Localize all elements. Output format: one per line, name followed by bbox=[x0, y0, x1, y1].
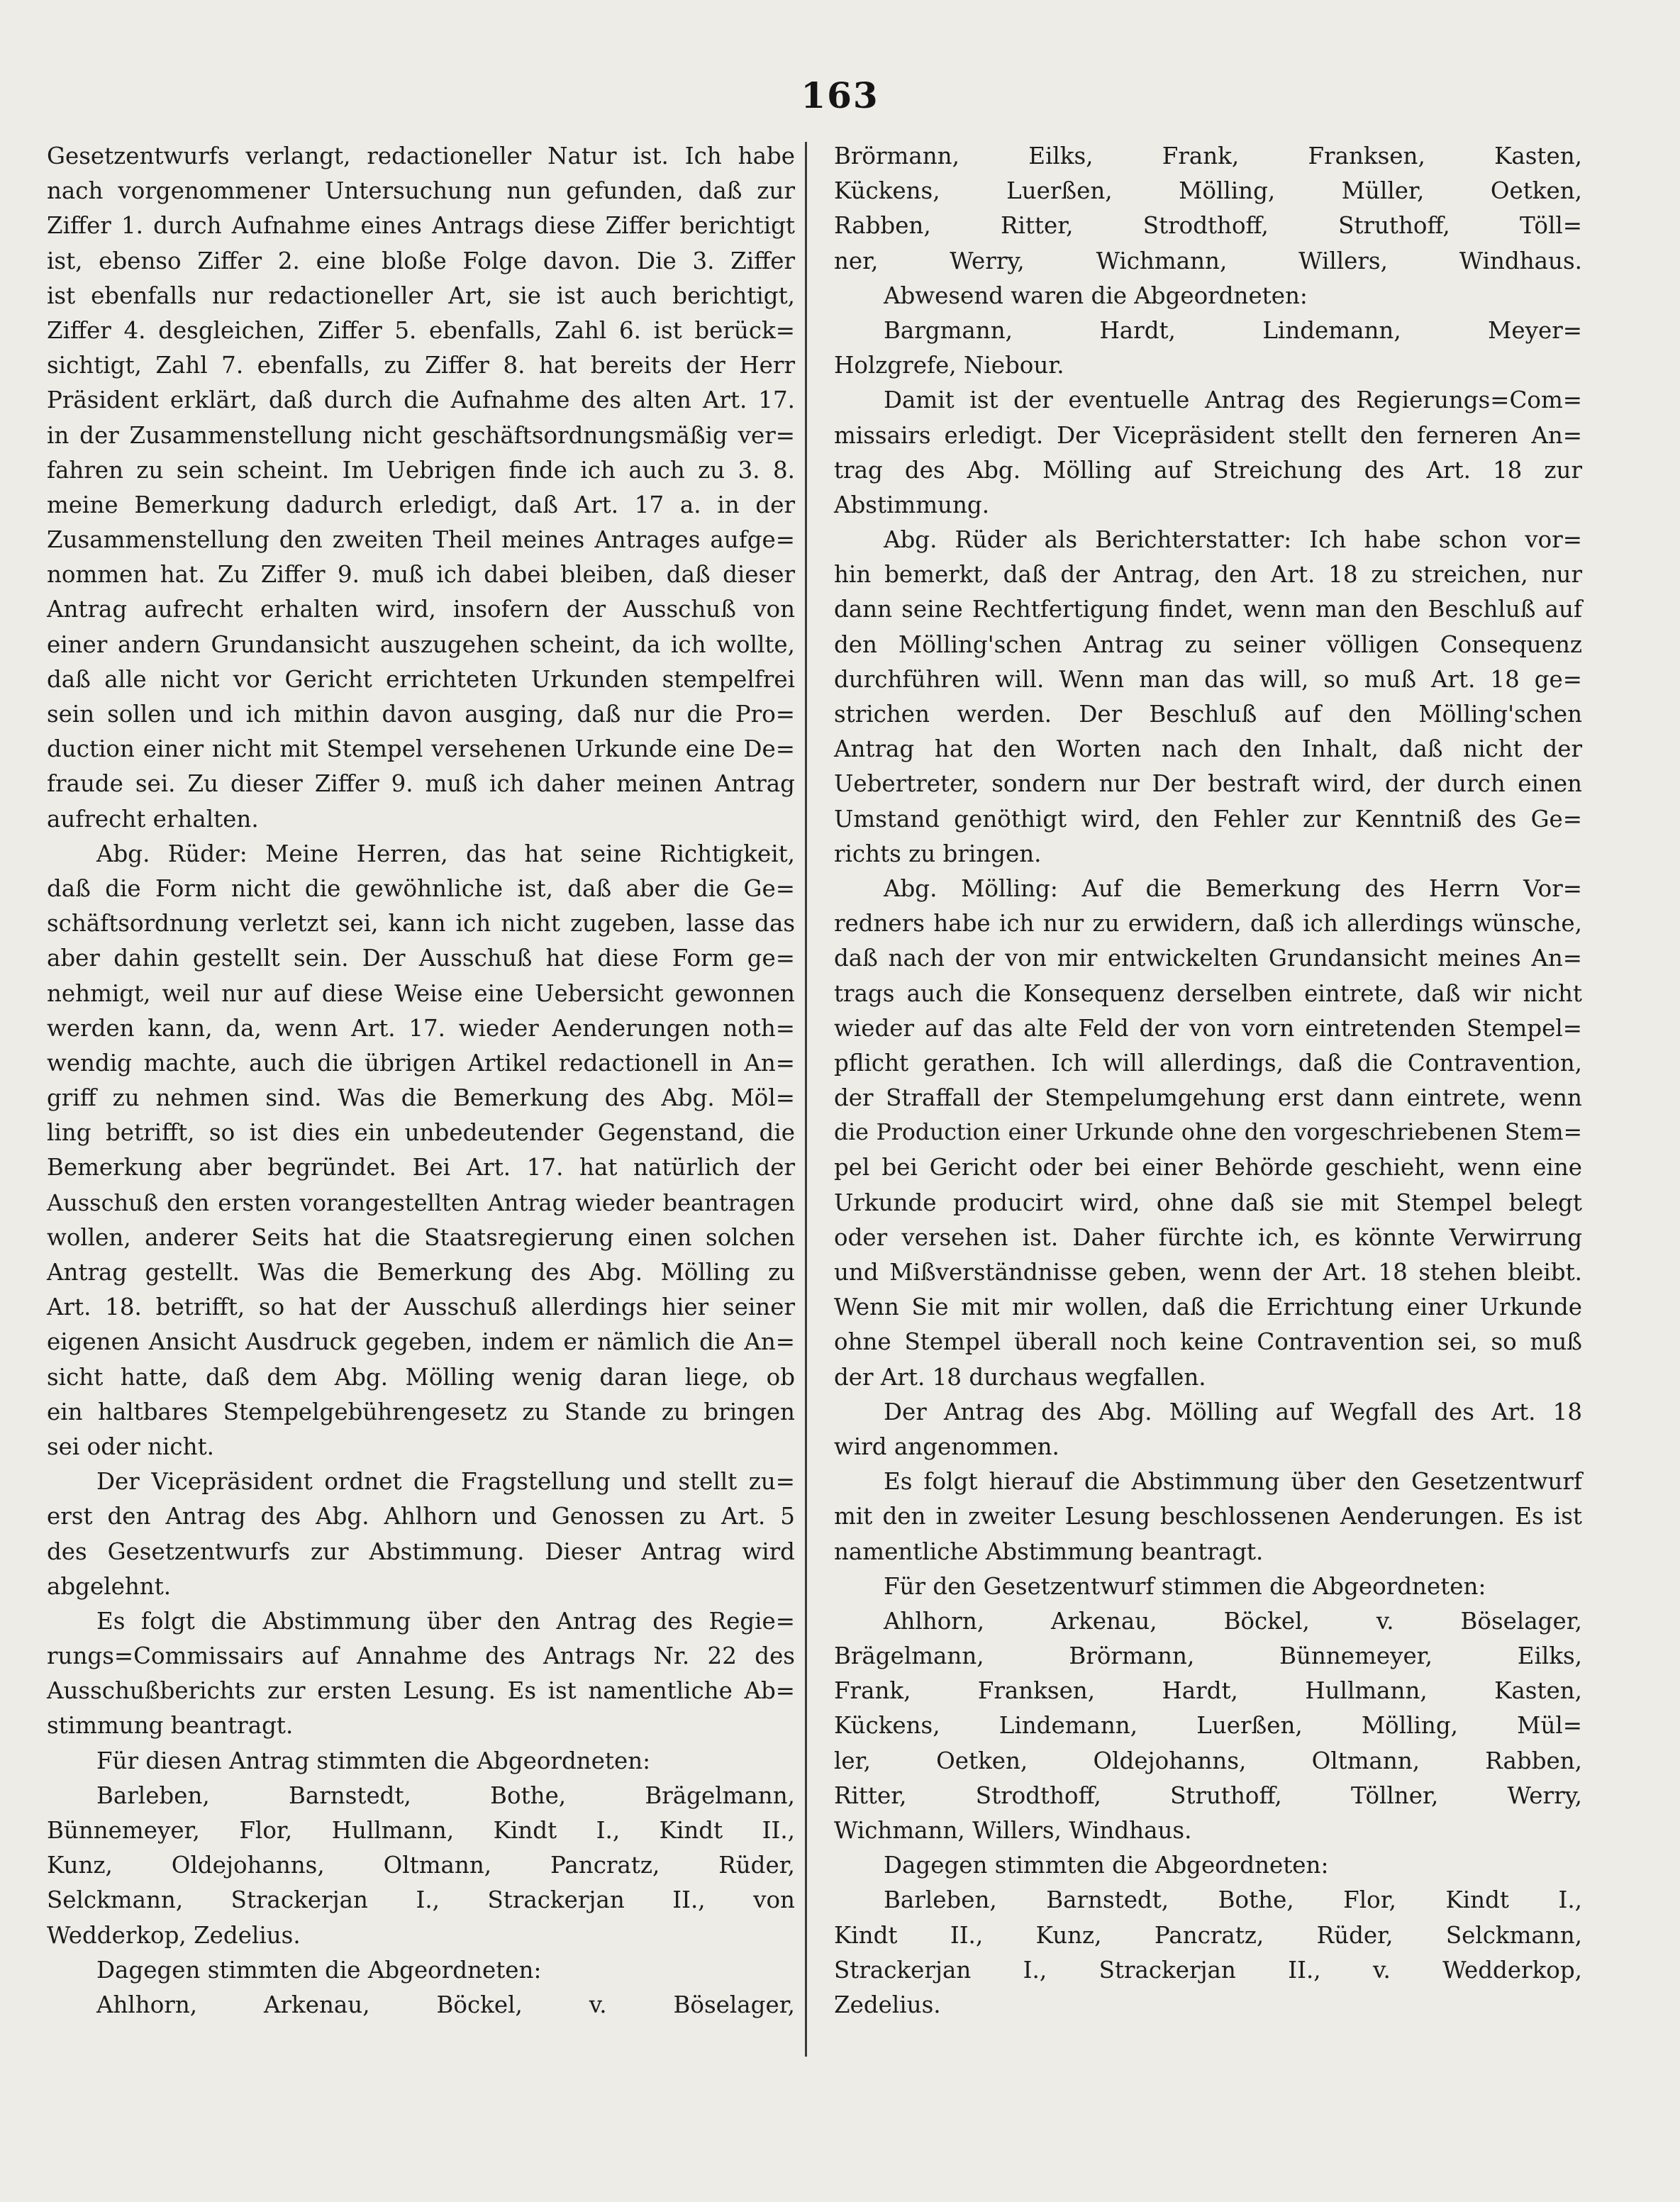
text-line: Präsident erklärt, daß durch die Aufnahme des alten Art. 17. bbox=[47, 387, 795, 414]
text-line: Gesetzentwurfs verlangt, redactioneller Natur ist. Ich habe bbox=[47, 143, 795, 169]
text-line: ohne Stempel überall noch keine Contravention sei, so muß bbox=[834, 1328, 1582, 1356]
text-line: Holzgrefe, Niebour. bbox=[834, 352, 1064, 379]
text-line: mit den in zweiter Lesung beschlossenen Aenderungen. Es ist bbox=[834, 1503, 1582, 1530]
text-line: trag des Abg. Mölling auf Streichung des Art. 18 zur bbox=[834, 456, 1582, 484]
text-line: Wichmann, Willers, Windhaus. bbox=[834, 1817, 1192, 1844]
text-line: wieder auf das alte Feld der von vorn eintretenden Stempel= bbox=[834, 1014, 1582, 1042]
text-line: Bünnemeyer, Flor, Hullmann, Kindt I., Kindt II., bbox=[47, 1817, 795, 1844]
text-line: Für diesen Antrag stimmten die Abgeordneten: bbox=[96, 1747, 651, 1774]
text-line: die Production einer Urkunde ohne den vorgeschriebenen Stem= bbox=[834, 1120, 1582, 1146]
text-line: nehmigt, weil nur auf diese Weise eine Uebersicht gewonnen bbox=[47, 979, 795, 1007]
text-line: ist, ebenso Ziffer 2. eine bloße Folge davon. Die 3. Ziffer bbox=[47, 247, 795, 274]
page-number: 163 bbox=[801, 74, 879, 116]
text-line: Abwesend waren die Abgeordneten: bbox=[884, 282, 1308, 309]
text-line: Antrag hat den Worten nach den Inhalt, daß nicht der bbox=[834, 735, 1582, 763]
text-line: Es folgt die Abstimmung über den Antrag des Regie= bbox=[96, 1607, 795, 1635]
text-line: Zedelius. bbox=[834, 1991, 941, 2018]
text-line: ist ebenfalls nur redactioneller Art, sie ist auch berichtigt, bbox=[47, 282, 795, 309]
text-line: werden kann, da, wenn Art. 17. wieder Aenderungen noth= bbox=[47, 1014, 795, 1042]
text-line: Der Vicepräsident ordnet die Fragstellung und stellt zu= bbox=[96, 1468, 795, 1496]
text-line: Barleben, Barnstedt, Bothe, Flor, Kindt I., bbox=[884, 1886, 1582, 1914]
text-line: wendig machte, auch die übrigen Artikel redactionell in An= bbox=[47, 1049, 795, 1077]
text-line: sichtigt, Zahl 7. ebenfalls, zu Ziffer 8. hat bereits der Herr bbox=[47, 352, 795, 379]
text-line: ner, Werry, Wichmann, Willers, Windhaus. bbox=[834, 247, 1582, 274]
text-line: stimmung beantragt. bbox=[47, 1712, 294, 1740]
text-line: Kückens, Luerßen, Mölling, Müller, Oetken, bbox=[834, 177, 1582, 205]
text-line: Dagegen stimmten die Abgeordneten: bbox=[96, 1956, 542, 1984]
text-line: sicht hatte, daß dem Abg. Mölling wenig daran liege, ob bbox=[47, 1363, 795, 1391]
text-line: Dagegen stimmten die Abgeordneten: bbox=[884, 1852, 1329, 1879]
text-line: abgelehnt. bbox=[47, 1572, 172, 1600]
text-line: ler, Oetken, Oldejohanns, Oltmann, Rabben, bbox=[834, 1747, 1582, 1774]
text-line: den Mölling'schen Antrag zu seiner völligen Consequenz bbox=[834, 630, 1582, 658]
text-line: Frank, Franksen, Hardt, Hullmann, Kasten, bbox=[834, 1677, 1582, 1705]
text-line: der Straffall der Stempelumgehung erst dann eintrete, wenn bbox=[834, 1084, 1582, 1112]
text-line: wollen, anderer Seits hat die Staatsregierung einen solchen bbox=[47, 1223, 795, 1251]
text-line: ein haltbares Stempelgebührengesetz zu Stande zu bringen bbox=[47, 1398, 795, 1425]
text-line: in der Zusammenstellung nicht geschäftsordnungsmäßig ver= bbox=[47, 421, 795, 449]
text-line: sein sollen und ich mithin davon ausging, daß nur die Pro= bbox=[47, 701, 795, 728]
text-line: daß alle nicht vor Gericht errichteten Urkunden stempelfrei bbox=[47, 665, 795, 693]
text-line: Antrag aufrecht erhalten wird, insofern der Ausschuß von bbox=[47, 596, 795, 623]
text-line: und Mißverständnisse geben, wenn der Art. 18 stehen bleibt. bbox=[834, 1259, 1582, 1286]
text-line: Abg. Rüder als Berichterstatter: Ich habe schon vor= bbox=[884, 526, 1582, 554]
text-line: strichen werden. Der Beschluß auf den Mölling'schen bbox=[834, 701, 1582, 728]
text-line: namentliche Abstimmung beantragt. bbox=[834, 1537, 1264, 1565]
text-line: Art. 18. betrifft, so hat der Ausschuß allerdings hier seiner bbox=[47, 1294, 795, 1321]
text-line: daß die Form nicht die gewöhnliche ist, daß aber die Ge= bbox=[47, 874, 795, 902]
text-line: meine Bemerkung dadurch erledigt, daß Art. 17 a. in der bbox=[47, 491, 795, 518]
text-line: Urkunde producirt wird, ohne daß sie mit Stempel belegt bbox=[834, 1189, 1582, 1216]
text-line: Der Antrag des Abg. Mölling auf Wegfall des Art. 18 bbox=[884, 1398, 1582, 1425]
text-line: Ahlhorn, Arkenau, Böckel, v. Böselager, bbox=[96, 1991, 795, 2018]
text-line: dann seine Rechtfertigung findet, wenn man den Beschluß auf bbox=[834, 596, 1582, 623]
column-divider bbox=[805, 142, 807, 2057]
text-line: Brägelmann, Brörmann, Bünnemeyer, Eilks, bbox=[834, 1642, 1582, 1670]
text-line: Wedderkop, Zedelius. bbox=[47, 1921, 301, 1949]
text-line: missairs erledigt. Der Vicepräsident stellt den ferneren An= bbox=[834, 421, 1582, 449]
text-line: Antrag gestellt. Was die Bemerkung des Abg. Mölling zu bbox=[47, 1259, 795, 1286]
text-line: Kindt II., Kunz, Pancratz, Rüder, Selckmann, bbox=[834, 1921, 1582, 1949]
text-line: Abstimmung. bbox=[834, 491, 990, 518]
text-line: Abg. Mölling: Auf die Bemerkung des Herrn Vor= bbox=[884, 874, 1582, 902]
text-line: Selckmann, Strackerjan I., Strackerjan II., von bbox=[47, 1886, 795, 1914]
text-line: Kunz, Oldejohanns, Oltmann, Pancratz, Rüder, bbox=[47, 1852, 795, 1879]
text-line: Umstand genöthigt wird, den Fehler zur Kenntniß des Ge= bbox=[834, 805, 1582, 833]
text-line: Wenn Sie mit mir wollen, daß die Errichtung einer Urkunde bbox=[834, 1294, 1582, 1321]
text-line: richts zu bringen. bbox=[834, 840, 1042, 867]
text-line: Es folgt hierauf die Abstimmung über den Gesetzentwurf bbox=[884, 1468, 1582, 1496]
text-line: rungs=Commissairs auf Annahme des Antrags Nr. 22 des bbox=[47, 1642, 795, 1670]
text-line: aber dahin gestellt sein. Der Ausschuß hat diese Form ge= bbox=[47, 945, 795, 972]
text-line: Für den Gesetzentwurf stimmen die Abgeordneten: bbox=[884, 1572, 1486, 1600]
text-line: Ziffer 1. durch Aufnahme eines Antrags diese Ziffer berichtigt bbox=[47, 212, 795, 240]
text-line: nommen hat. Zu Ziffer 9. muß ich dabei bleiben, daß dieser bbox=[47, 561, 795, 589]
text-line: wird angenommen. bbox=[834, 1433, 1059, 1460]
text-line: der Art. 18 durchaus wegfallen. bbox=[834, 1363, 1206, 1391]
text-line: schäftsordnung verletzt sei, kann ich nicht zugeben, lasse das bbox=[47, 910, 795, 938]
text-line: Ausschuß den ersten vorangestellten Antrag wieder beantragen bbox=[47, 1189, 795, 1216]
text-line: hin bemerkt, daß der Antrag, den Art. 18 zu streichen, nur bbox=[834, 561, 1582, 589]
text-line: daß nach der von mir entwickelten Grundansicht meines An= bbox=[834, 945, 1582, 972]
text-line: pel bei Gericht oder bei einer Behörde geschieht, wenn eine bbox=[834, 1154, 1582, 1181]
text-line: oder versehen ist. Daher fürchte ich, es könnte Verwirrung bbox=[834, 1223, 1582, 1251]
left-column bbox=[47, 139, 795, 2023]
text-line: redners habe ich nur zu erwidern, daß ich allerdings wünsche, bbox=[834, 910, 1582, 938]
text-line: Strackerjan I., Strackerjan II., v. Wedderkop, bbox=[834, 1956, 1582, 1984]
text-line: erst den Antrag des Abg. Ahlhorn und Genossen zu Art. 5 bbox=[47, 1503, 795, 1530]
text-line: des Gesetzentwurfs zur Abstimmung. Dieser Antrag wird bbox=[47, 1537, 795, 1565]
text-line: trags auch die Konsequenz derselben eintrete, daß wir nicht bbox=[834, 979, 1582, 1007]
text-line: Ausschußberichts zur ersten Lesung. Es ist namentliche Ab= bbox=[47, 1677, 795, 1705]
text-line: ling betrifft, so ist dies ein unbedeutender Gegenstand, die bbox=[47, 1119, 795, 1147]
text-line: eigenen Ansicht Ausdruck gegeben, indem er nämlich die An= bbox=[47, 1328, 795, 1356]
text-line: Zusammenstellung den zweiten Theil meines Antrages aufge= bbox=[47, 526, 795, 554]
text-line: pflicht gerathen. Ich will allerdings, daß die Contravention, bbox=[834, 1049, 1582, 1077]
text-line: sei oder nicht. bbox=[47, 1433, 214, 1460]
text-line: Bemerkung aber begründet. Bei Art. 17. hat natürlich der bbox=[47, 1154, 795, 1181]
text-line: einer andern Grundansicht auszugehen scheint, da ich wollte, bbox=[47, 630, 795, 658]
text-line: Barleben, Barnstedt, Bothe, Brägelmann, bbox=[96, 1781, 795, 1809]
text-line: Ahlhorn, Arkenau, Böckel, v. Böselager, bbox=[884, 1607, 1582, 1635]
text-line: durchführen will. Wenn man das will, so muß Art. 18 ge= bbox=[834, 665, 1582, 693]
text-line: nach vorgenommener Untersuchung nun gefunden, daß zur bbox=[47, 177, 795, 205]
text-line: aufrecht erhalten. bbox=[47, 805, 259, 833]
text-line: fraude sei. Zu dieser Ziffer 9. muß ich daher meinen Antrag bbox=[47, 770, 795, 798]
text-line: Rabben, Ritter, Strodthoff, Struthoff, Töll= bbox=[834, 212, 1582, 240]
text-line: Brörmann, Eilks, Frank, Franksen, Kasten, bbox=[834, 143, 1582, 169]
text-line: Uebertreter, sondern nur Der bestraft wird, der durch einen bbox=[834, 770, 1582, 798]
text-line: griff zu nehmen sind. Was die Bemerkung des Abg. Möl= bbox=[47, 1084, 795, 1112]
text-line: fahren zu sein scheint. Im Uebrigen finde ich auch zu 3. 8. bbox=[47, 456, 795, 484]
text-line: Kückens, Lindemann, Luerßen, Mölling, Mül= bbox=[834, 1712, 1582, 1740]
text-line: Ziffer 4. desgleichen, Ziffer 5. ebenfalls, Zahl 6. ist berück= bbox=[47, 316, 795, 344]
text-line: Damit ist der eventuelle Antrag des Regierungs=Com= bbox=[884, 387, 1582, 414]
text-line: Ritter, Strodthoff, Struthoff, Töllner, Werry, bbox=[834, 1781, 1582, 1809]
right-column bbox=[834, 139, 1582, 2023]
text-line: Bargmann, Hardt, Lindemann, Meyer= bbox=[884, 316, 1582, 344]
text-line: duction einer nicht mit Stempel versehenen Urkunde eine De= bbox=[47, 735, 795, 763]
text-line: Abg. Rüder: Meine Herren, das hat seine Richtigkeit, bbox=[96, 840, 795, 867]
